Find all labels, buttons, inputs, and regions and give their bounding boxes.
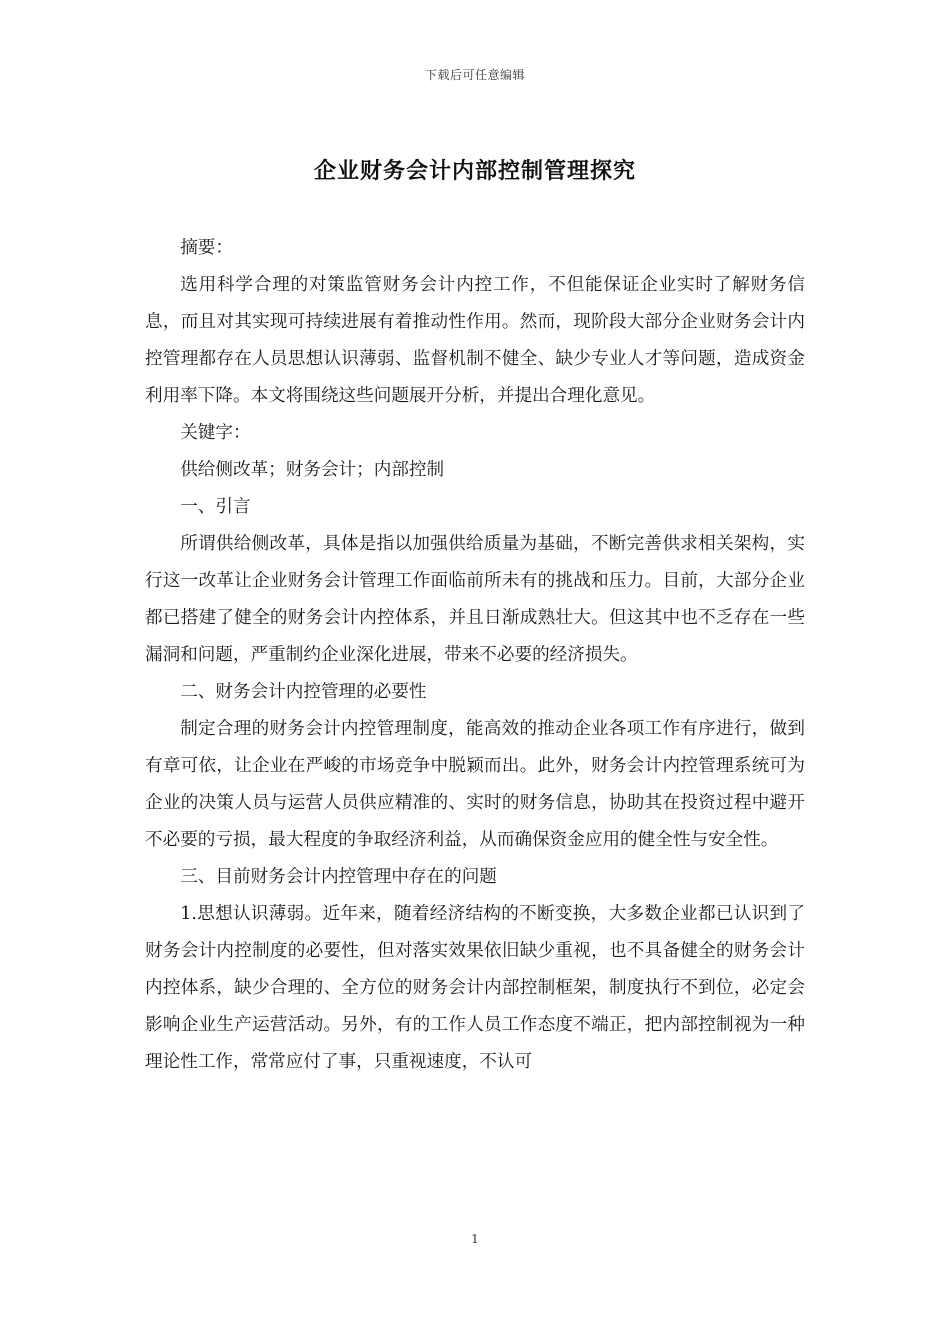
section-heading-necessity: 二、财务会计内控管理的必要性 [180, 682, 427, 702]
section-heading-introduction: 一、引言 [180, 497, 251, 517]
abstract-heading: 摘要： [180, 238, 233, 258]
problems-paragraph-1: 1.思想认识薄弱。近年来，随着经济结构的不断变换，大多数企业都已认识到了财务会计内控制度的必要性，但对落实效果依旧缺少重视，也不具备健全的财务会计内控体系，缺少合理的、全方位的财务会计内部控制框架，制度执行不到位，必定会影响企业生产运营活动。另外，有的工作人员工作态度不端正，把内部控制视为一种理论性工作，常常应付了事，只重视速度，不认可 [145, 904, 805, 1072]
document-body [145, 230, 805, 1081]
necessity-paragraph: 制定合理的财务会计内控管理制度，能高效的推动企业各项工作有序进行，做到有章可依，让企业在严峻的市场竞争中脱颖而出。此外，财务会计内控管理系统可为企业的决策人员与运营人员供应精准的、实时的财务信息，协助其在投资过程中避开不必要的亏损，最大程度的争取经济利益，从而确保资金应用的健全性与安全性。 [145, 719, 805, 850]
introduction-paragraph: 所谓供给侧改革，具体是指以加强供给质量为基础，不断完善供求相关架构，实行这一改革让企业财务会计管理工作面临前所未有的挑战和压力。目前，大部分企业都已搭建了健全的财务会计内控体系，并且日渐成熟壮大。但这其中也不乏存在一些漏洞和问题，严重制约企业深化进展，带来不必要的经济损失。 [145, 534, 805, 665]
keywords-text: 供给侧改革；财务会计；内部控制 [180, 460, 445, 480]
keywords-heading: 关键字： [180, 423, 251, 443]
document-title: 企业财务会计内部控制管理探究 [313, 158, 636, 184]
abstract-text: 选用科学合理的对策监管财务会计内控工作，不但能保证企业实时了解财务信息，而且对其实现可持续进展有着推动性作用。然而，现阶段大部分企业财务会计内控管理都存在人员思想认识薄弱、监督机制不健全、缺少专业人才等问题，造成资金利用率下降。本文将围绕这些问题展开分析，并提出合理化意见。 [145, 275, 805, 406]
page-header-note: 下载后可任意编辑 [424, 68, 525, 82]
page-number: 1 [471, 1232, 479, 1246]
section-heading-problems: 三、目前财务会计内控管理中存在的问题 [180, 867, 497, 887]
